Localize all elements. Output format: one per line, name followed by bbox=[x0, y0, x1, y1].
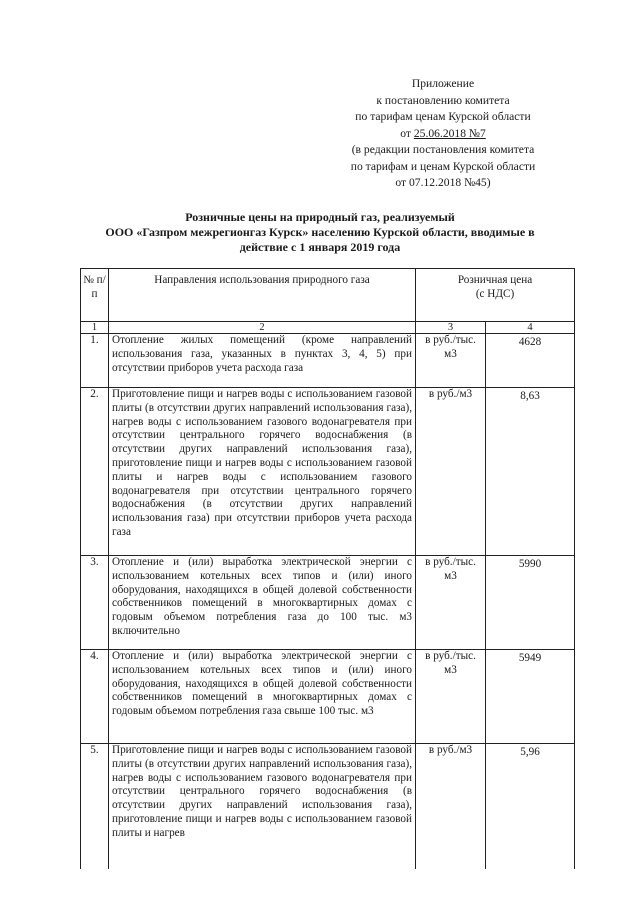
row-description: Отопление и (или) выработка электрической энергии с использованием котельных всех типов и (или) иного оборудования, находящихся в общей долевой собственности собственников помещений в многоквартирных домах с годовым объемом потребления газа до 100 тыс. м3 включительно bbox=[109, 556, 416, 650]
row-price: 5,96 bbox=[520, 746, 540, 758]
row-price: 5949 bbox=[518, 652, 542, 664]
column-index: 4 bbox=[486, 322, 575, 334]
row-number: 1. bbox=[81, 334, 109, 388]
appendix-date-line bbox=[318, 126, 568, 143]
table-row bbox=[81, 334, 575, 388]
header-price: Розничная цена (с НДС) bbox=[416, 269, 575, 322]
appendix-line: Приложение bbox=[411, 77, 475, 90]
header-num: № п/п bbox=[81, 269, 109, 322]
tariff-table bbox=[80, 268, 575, 869]
title-line: действие с 1 января 2019 года bbox=[239, 240, 401, 254]
appendix-line: от 07.12.2018 №45) bbox=[395, 176, 491, 189]
title-line: ООО «Газпром межрегионгаз Курск» населению Курской области, вводимые в bbox=[105, 225, 535, 239]
row-description: Приготовление пищи и нагрев воды с использованием газовой плиты (в отсутствии других направлений использования газа), нагрев воды с использованием газового водонагревателя при отсутствии центрального горячего водоснабжения (в отсутствии других направлений использования газа), приготовление пищи и нагрев воды с использованием газовой плиты и нагрев воды с использованием газового водонагревателя при отсутствии центрального горячего водоснабжения (в отсутствии других направлений использования газа) при отсутствии приборов учета расхода газа bbox=[109, 388, 416, 556]
row-description: Отопление и (или) выработка электрической энергии с использованием котельных всех типов и (или) иного оборудования, находящихся в общей долевой собственности собственников помещений в многоквартирных домах с годовым объемом потребления газа свыше 100 тыс. м3 bbox=[109, 650, 416, 744]
appendix-line: к постановлению комитета bbox=[376, 93, 510, 107]
appendix-block bbox=[318, 76, 568, 192]
appendix-line: по тарифам ценам Курской области bbox=[355, 110, 531, 123]
row-price: 8,63 bbox=[520, 390, 540, 402]
row-unit: в руб./тыс. м3 bbox=[416, 650, 486, 744]
header-direction: Направления использования природного газа bbox=[109, 269, 416, 322]
row-number: 5. bbox=[81, 744, 109, 869]
row-number: 2. bbox=[81, 388, 109, 556]
column-index: 1 bbox=[81, 322, 109, 334]
column-index: 2 bbox=[109, 322, 416, 334]
table-row bbox=[81, 556, 575, 650]
column-index-row bbox=[81, 322, 575, 334]
appendix-date-prefix: от bbox=[400, 126, 411, 140]
row-description: Отопление жилых помещений (кроме направлений использования газа, указанных в пунктах 3, 4, 5) при отсутствии приборов учета расхода газа bbox=[109, 334, 416, 388]
appendix-date-number: 25.06.2018 №7 bbox=[413, 126, 486, 140]
title-line: Розничные цены на природный газ, реализуемый bbox=[185, 210, 455, 224]
table-header-row bbox=[81, 269, 575, 322]
row-price: 5990 bbox=[518, 558, 542, 570]
column-index: 3 bbox=[416, 322, 486, 334]
row-number: 3. bbox=[81, 556, 109, 650]
document-title bbox=[60, 210, 580, 255]
row-unit: в руб./тыс. м3 bbox=[416, 334, 486, 388]
table-row bbox=[81, 388, 575, 556]
appendix-line: по тарифам и ценам Курской области bbox=[350, 159, 536, 173]
table-row bbox=[81, 650, 575, 744]
table-row bbox=[81, 744, 575, 869]
row-unit: в руб./м3 bbox=[416, 744, 486, 869]
row-number: 4. bbox=[81, 650, 109, 744]
row-unit: в руб./м3 bbox=[416, 388, 486, 556]
row-unit: в руб./тыс. м3 bbox=[416, 556, 486, 650]
appendix-line: (в редакции постановления комитета bbox=[351, 143, 535, 156]
row-description: Приготовление пищи и нагрев воды с использованием газовой плиты (в отсутствии других направлений использования газа), нагрев воды с использованием газового водонагревателя при отсутствии центрального горячего водоснабжения (в отсутствии других направлений использования газа), приготовление пищи и нагрев воды с использованием газовой плиты и нагрев bbox=[109, 744, 416, 869]
row-price: 4628 bbox=[518, 336, 542, 348]
